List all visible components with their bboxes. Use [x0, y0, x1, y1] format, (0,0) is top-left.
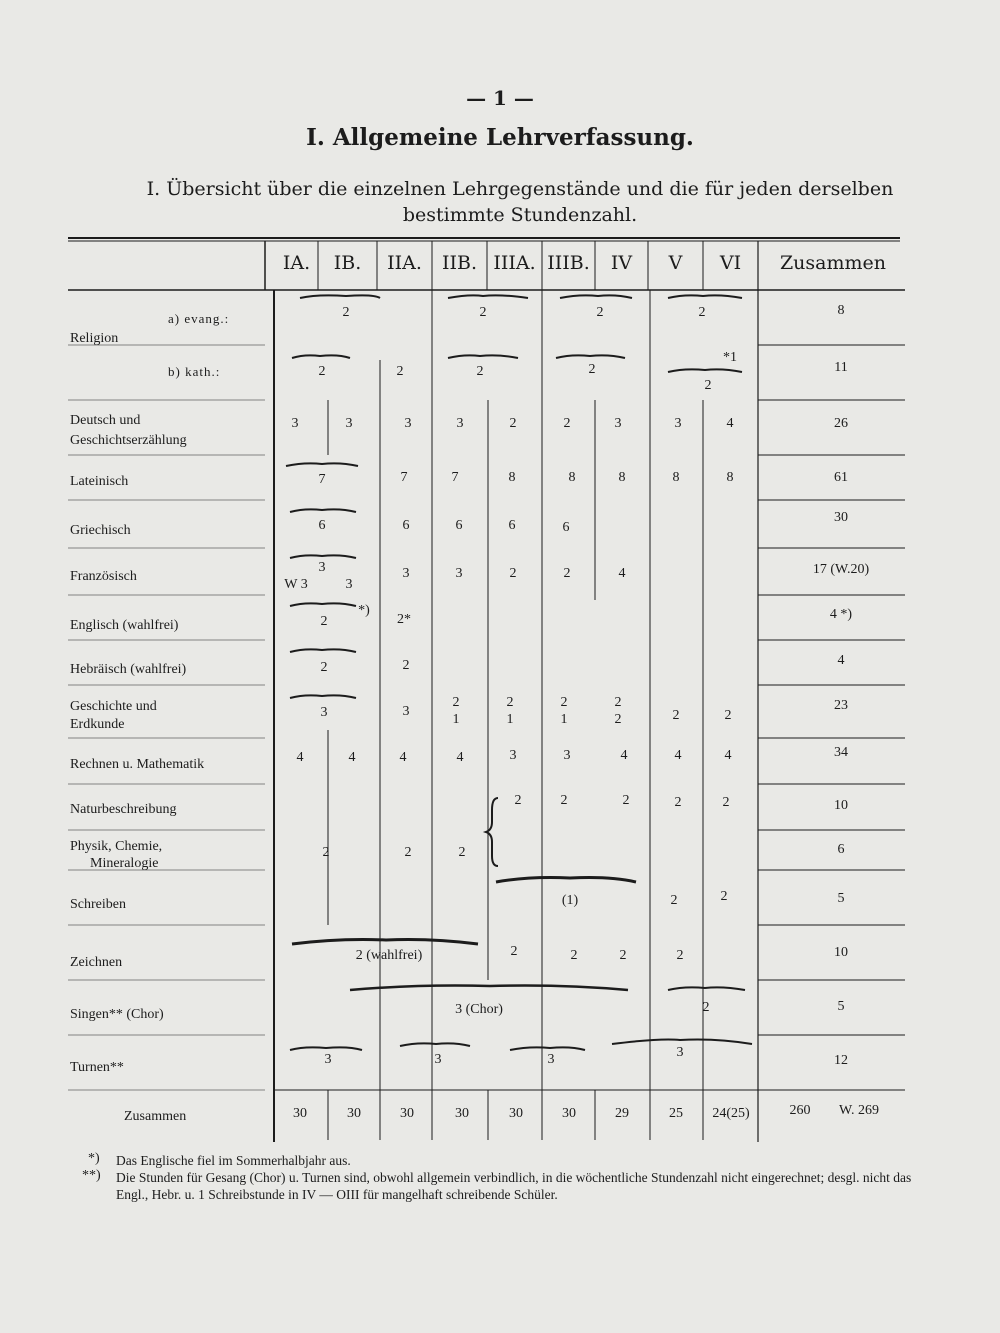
col-header-iiib: IIIB. [547, 252, 590, 274]
row-label-franz: Französisch [70, 569, 137, 584]
cell-value: 3 [456, 416, 464, 431]
cell-value: 2 [614, 695, 622, 710]
total-gesch: 23 [834, 698, 848, 713]
cell-value: 2 [563, 416, 571, 431]
cell-value: 2 [514, 793, 522, 808]
cell-value: 3 [402, 566, 410, 581]
cell-value: 7 [400, 470, 408, 485]
cell-value: 2 (wahlfrei) [355, 948, 423, 963]
col-header-iia: IIA. [387, 252, 422, 274]
row-label-gesch-2: Erdkunde [70, 717, 125, 732]
total-deutsch: 26 [834, 416, 848, 431]
cell-value: 4 [348, 750, 356, 765]
cell-value: 30 [400, 1106, 414, 1121]
cell-value: 4 [399, 750, 407, 765]
cell-value: 2 [674, 795, 682, 810]
cell-value: 7 [451, 470, 459, 485]
footnotes [82, 1151, 916, 1203]
cell-value: 7 [318, 472, 326, 487]
cell-value: 3 [318, 560, 326, 575]
cell-value: 4 [674, 748, 682, 763]
cell-value: 3 [291, 416, 299, 431]
cell-value: 4 [724, 748, 732, 763]
cell-value: 2 [619, 948, 627, 963]
cell-value: 4 [726, 416, 734, 431]
cell-value: 3 [345, 577, 353, 592]
cell-value: 2 [402, 658, 410, 673]
cell-value: 2 [476, 364, 484, 379]
row-label-rechnen: Rechnen u. Mathematik [70, 757, 205, 772]
cell-value: 2 [458, 845, 466, 860]
cell-value: 4 [296, 750, 304, 765]
row-label-deutsch-1: Deutsch und [70, 413, 141, 428]
row-label-religion: Religion [70, 331, 119, 346]
cell-value: 2* [397, 612, 411, 627]
cell-value: 6 [508, 518, 516, 533]
page-title: I. Allgemeine Lehrverfassung. [306, 124, 694, 151]
total-franz: 17 (W.20) [812, 562, 870, 577]
cell-value: 2 [509, 416, 517, 431]
cell-value: 1 [452, 712, 460, 727]
row-label-latein: Lateinisch [70, 474, 129, 489]
cell-value: 8 [672, 470, 680, 485]
cell-value: 3 [563, 748, 571, 763]
cell-value: 3 [674, 416, 682, 431]
cell-value: 3 [320, 705, 328, 720]
cell-value: 2 [318, 364, 326, 379]
cell-value: 2 [720, 889, 728, 904]
row-label-turnen: Turnen** [70, 1060, 124, 1075]
cell-value: 6 [402, 518, 410, 533]
row-label-zusammen: Zusammen [124, 1109, 187, 1124]
row-sublabel-kath: b) kath.: [168, 364, 221, 379]
cell-value: 2 [404, 845, 412, 860]
cell-value: 2 [588, 362, 596, 377]
total-latein: 61 [834, 470, 848, 485]
total-zeichnen: 10 [834, 945, 848, 960]
total-schreiben: 5 [837, 891, 845, 906]
cell-value: 30 [562, 1106, 576, 1121]
cell-value: 2 [452, 695, 460, 710]
total-turnen: 12 [834, 1053, 848, 1068]
total-hebr: 4 [837, 653, 845, 668]
cell-value: 3 [509, 748, 517, 763]
col-header-ib: IB. [333, 252, 362, 274]
page-number: — 1 — [466, 86, 534, 110]
cell-value: 3 [402, 704, 410, 719]
table-title-line-2: bestimmte Stundenzahl. [402, 204, 638, 226]
cell-value: 1 [506, 712, 514, 727]
row-label-physik-1: Physik, Chemie, [70, 839, 163, 854]
cell-value: 1 [560, 712, 568, 727]
col-header-ia: IA. [282, 252, 311, 274]
cell-value: 6 [562, 520, 570, 535]
cell-value: 2 [396, 364, 404, 379]
cell-value: 8 [508, 470, 516, 485]
col-header-iib: IIB. [441, 252, 477, 274]
cell-value: 4 [620, 748, 628, 763]
row-label-zeichnen: Zeichnen [70, 955, 123, 970]
cell-value: (1) [561, 893, 579, 908]
cell-value: 8 [568, 470, 576, 485]
total-zusammen-b: W. 269 [839, 1103, 879, 1118]
col-header-v: V [668, 252, 683, 274]
cell-value: 8 [618, 470, 626, 485]
cell-value: 3 [547, 1052, 555, 1067]
row-label-gesch-1: Geschichte und [70, 699, 157, 714]
total-religion-kath: 11 [834, 360, 848, 375]
cell-value: 2 [676, 948, 684, 963]
cell-value: *1 [723, 350, 737, 365]
total-rechnen: 34 [834, 745, 848, 760]
cell-value: 2 [722, 795, 730, 810]
cell-value: 2 [479, 305, 487, 320]
row-label-schreiben: Schreiben [70, 897, 126, 912]
row-label-natur: Naturbeschreibung [70, 802, 177, 817]
cell-value: 30 [347, 1106, 361, 1121]
cell-value: 3 [324, 1052, 332, 1067]
row-sublabel-evang: a) evang.: [168, 311, 230, 326]
cell-value: 2 [509, 566, 517, 581]
row-label-deutsch-2: Geschichtserzählung [70, 433, 187, 448]
cell-value: 3 [455, 566, 463, 581]
row-label-griech: Griechisch [70, 523, 131, 538]
row-label-physik-2: Mineralogie [90, 856, 159, 871]
cell-value: 3 [434, 1052, 442, 1067]
total-physik: 6 [837, 842, 845, 857]
cell-value: 2 [563, 566, 571, 581]
cell-value: 6 [455, 518, 463, 533]
total-natur: 10 [834, 798, 848, 813]
cell-value: W 3 [284, 577, 308, 592]
cell-value: *) [358, 603, 370, 618]
table-title-line-1: I. Übersicht über die einzelnen Lehrgegenstände und die für jeden derselben [146, 178, 894, 200]
cell-value: 8 [726, 470, 734, 485]
col-header-iiia: IIIA. [493, 252, 536, 274]
cell-value: 3 [345, 416, 353, 431]
col-header-iv: IV [610, 252, 633, 274]
cell-value: 2 [560, 793, 568, 808]
cell-value: 2 [670, 893, 678, 908]
cell-value: 30 [293, 1106, 307, 1121]
col-header-zusammen: Zusammen [779, 252, 887, 274]
cell-value: 30 [509, 1106, 523, 1121]
total-singen: 5 [837, 999, 845, 1014]
cell-value: 2 [560, 695, 568, 710]
cell-value: 2 [698, 305, 706, 320]
cell-value: 2 [342, 305, 350, 320]
cell-value: 2 [510, 944, 518, 959]
total-engl: 4 *) [829, 607, 853, 622]
total-religion-evang: 8 [837, 303, 845, 318]
footnote-mark-2: **) [82, 1168, 101, 1183]
cell-value: 2 [614, 712, 622, 727]
footnote-mark-1: *) [88, 1151, 100, 1166]
footnote-2 [82, 1168, 916, 1203]
cell-value: 29 [615, 1106, 629, 1121]
cell-value: 3 [676, 1045, 684, 1060]
cell-value: 2 [322, 845, 330, 860]
row-label-singen: Singen** (Chor) [70, 1007, 164, 1022]
cell-value: 2 [672, 708, 680, 723]
cell-value: 24(25) [712, 1106, 750, 1121]
cell-value: 2 [596, 305, 604, 320]
cell-value: 2 [622, 793, 630, 808]
cell-value: 2 [320, 614, 328, 629]
row-label-engl: Englisch (wahlfrei) [70, 618, 179, 633]
cell-value: 30 [455, 1106, 469, 1121]
cell-value: 2 [702, 1000, 710, 1015]
cell-value: 4 [456, 750, 464, 765]
cell-value: 2 [704, 378, 712, 393]
cell-value: 25 [669, 1106, 683, 1121]
footnote-1 [88, 1151, 916, 1169]
cell-value: 3 [404, 416, 412, 431]
total-griech: 30 [834, 510, 848, 525]
cell-value: 2 [506, 695, 514, 710]
total-zusammen-a: 260 [789, 1103, 811, 1118]
cell-value: 6 [318, 518, 326, 533]
footnote-text-2: Die Stunden für Gesang (Chor) u. Turnen sind, obwohl allgemein verbindlich, in die wöchentliche Stundenzahl nicht eingerechnet; desgl. nicht das Engl., Hebr. u. 1 Schreibstunde in IV — OIII für mangelhaft schreibende Schüler. [116, 1170, 912, 1202]
row-label-hebr: Hebräisch (wahlfrei) [70, 662, 187, 677]
cell-value: 3 [614, 416, 622, 431]
cell-value: 2 [320, 660, 328, 675]
col-header-vi: VI [719, 252, 742, 274]
cell-value: 2 [724, 708, 732, 723]
cell-value: 2 [570, 948, 578, 963]
footnote-text-1: Das Englische fiel im Sommerhalbjahr aus. [116, 1153, 351, 1168]
cell-value: 3 (Chor) [455, 1002, 503, 1017]
cell-value: 4 [618, 566, 626, 581]
